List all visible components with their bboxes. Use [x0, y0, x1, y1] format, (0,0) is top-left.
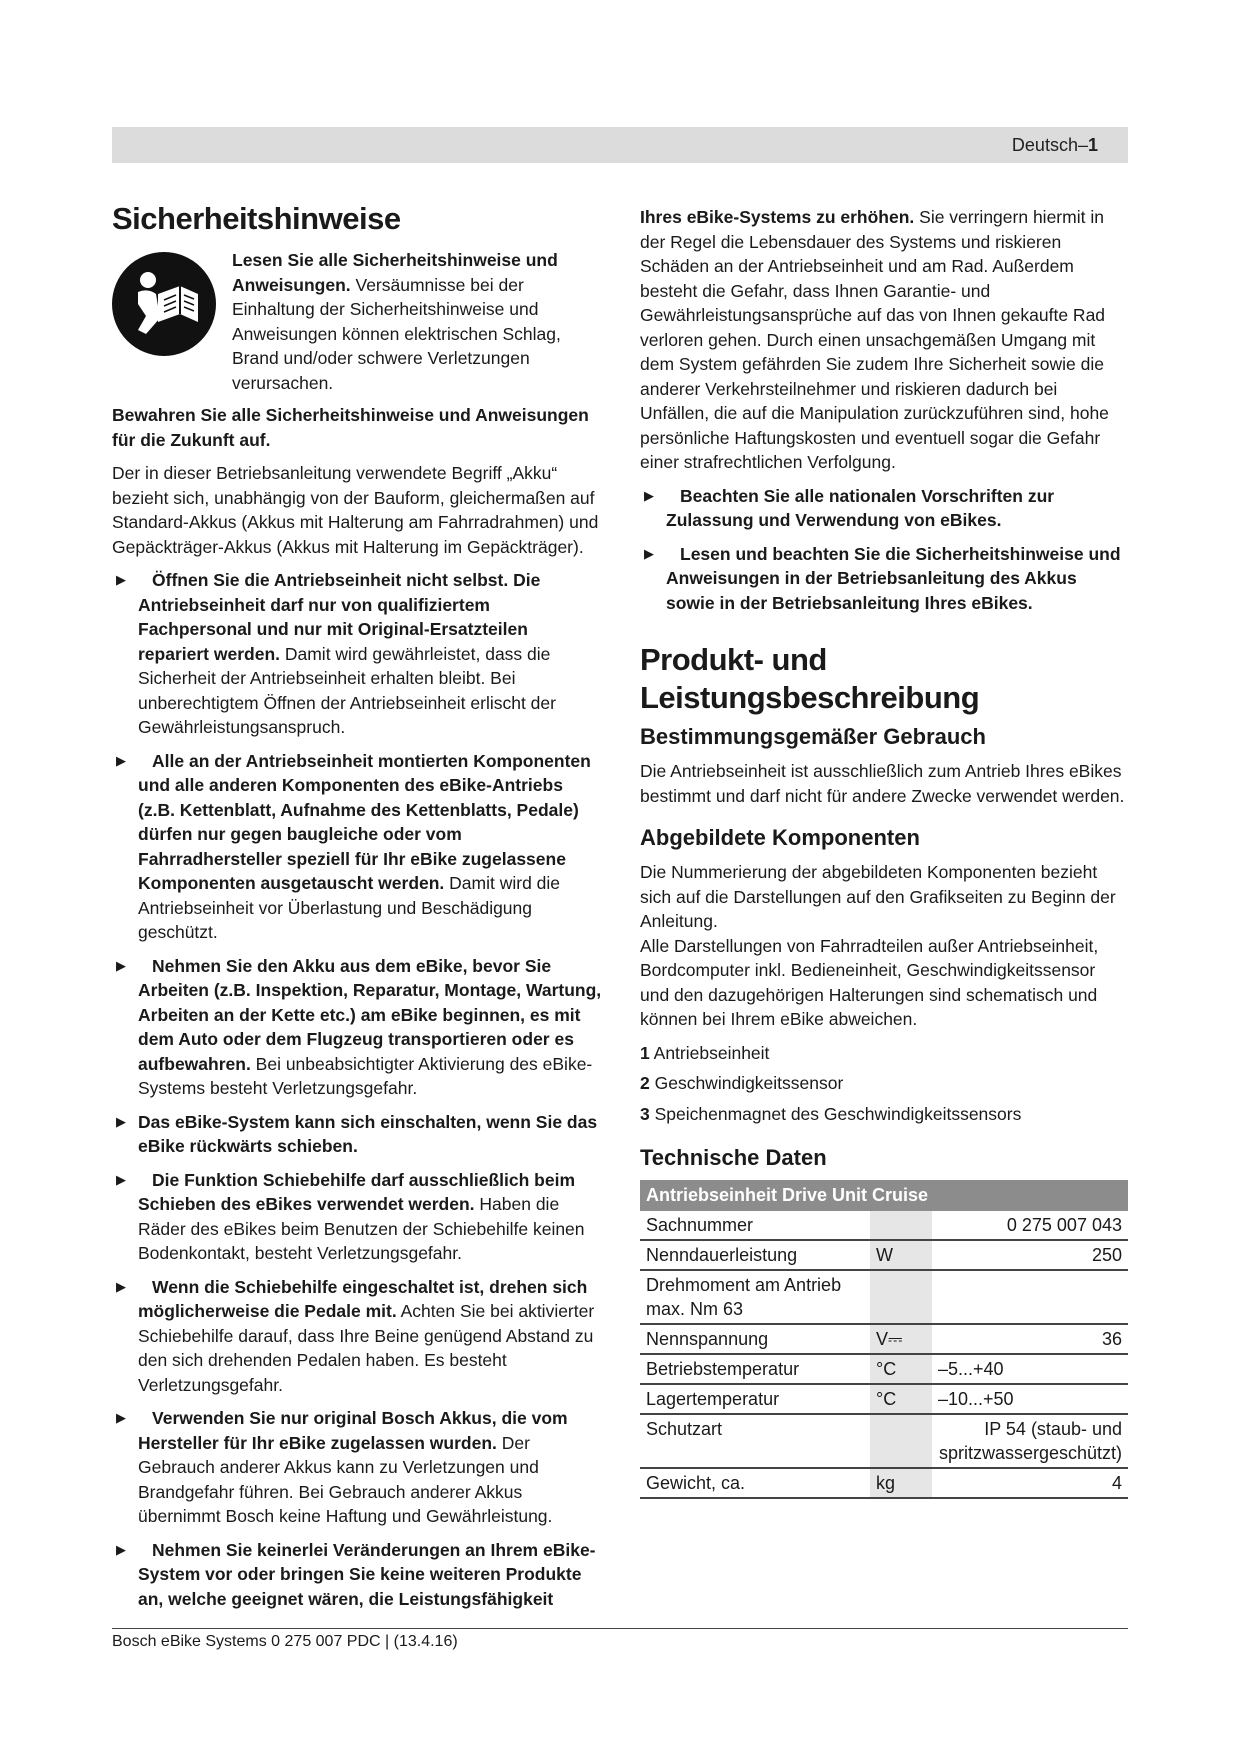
intro-block	[112, 248, 602, 395]
usage-title: Bestimmungsgemäßer Gebrauch	[640, 724, 986, 749]
safety-bullet: ▶ Beachten Sie alle nationalen Vorschriften zur Zulassung und Verwendung von eBikes.	[644, 485, 1055, 530]
intro-text: Versäumnisse bei der Einhaltung der Sicherheitshinweise und Anweisungen können elektrischen Schlag, Brand und/oder schwere Verletzungen verursachen.	[232, 274, 561, 393]
safety-bullet: ▶ Verwenden Sie nur original Bosch Akkus, die vom Hersteller für Ihr eBike zugelassen wurden. Der Gebrauch anderer Akkus kann zu Verletzungen und Brandgefahr führen. Bei Gebrauch anderer Akkus übernimmt Bosch keine Haftung und Gewährleistung.	[116, 1408, 568, 1526]
safety-bullet: ▶ Das eBike-System kann sich einschalten, wenn Sie das eBike rückwärts schieben.	[116, 1111, 598, 1156]
table-row: Drehmoment am Antrieb max. Nm 63	[640, 1270, 1128, 1324]
triangle-right-icon: ▶	[116, 1171, 126, 1187]
triangle-right-icon: ▶	[116, 572, 126, 587]
table-row: Gewicht, ca. kg 4	[640, 1468, 1128, 1498]
page-header	[112, 127, 1128, 163]
left-column	[112, 200, 602, 1620]
safety-bullet: ▶ Öffnen Sie die Antriebseinheit nicht selbst. Die Antriebseinheit darf nur von qualifiziertem Fachpersonal und nur mit Original-Ersatzteilen repariert werden. Damit wird gewährleistet, dass die Sicherheit der Antriebseinheit erhalten bleibt. Bei unberechtigtem Öffnen der Antriebseinheit erlischt der Gewährleistungsanspruch.	[116, 570, 556, 737]
table-row: Betriebstemperatur °C –5...+40	[640, 1354, 1128, 1384]
header-language: Deutsch	[1011, 134, 1078, 155]
triangle-right-icon: ▶	[116, 1410, 126, 1425]
safety-bullet: ▶ Die Funktion Schiebehilfe darf ausschließlich beim Schieben des eBikes verwendet werden. Haben die Räder des eBikes beim Benutzen der Schiebehilfe keinen Bodenkontakt, besteht Verletzungsgefahr.	[116, 1169, 585, 1263]
product-title: Produkt- und Leistungsbeschreibung	[640, 642, 980, 715]
components-text-1: Die Nummerierung der abgebildeten Komponenten bezieht sich auf die Darstellungen auf den Grafikseiten zu Beginn der Anleitung.	[640, 862, 1116, 931]
table-row: Nenndauerleistung W 250	[640, 1240, 1128, 1270]
header-separator: –	[1077, 134, 1088, 155]
triangle-right-icon: ▶	[116, 1113, 126, 1129]
table-row: Schutzart IP 54 (staub- und spritzwassergeschützt)	[640, 1414, 1128, 1468]
page-number: 1	[1087, 134, 1098, 155]
read-manual-icon	[112, 252, 216, 356]
components-title: Abgebildete Komponenten	[640, 825, 920, 850]
component-item: 1 Antriebseinheit	[640, 1042, 770, 1063]
triangle-right-icon: ▶	[644, 487, 654, 503]
table-row: Nennspannung V⎓ 36	[640, 1324, 1128, 1354]
intro-bold: Lesen Sie alle Sicherheitshinweise und Anweisungen.	[232, 250, 558, 295]
component-item: 3 Speichenmagnet des Geschwindigkeitssensors	[640, 1103, 1022, 1124]
safety-bullet: ▶ Lesen und beachten Sie die Sicherheitshinweise und Anweisungen in der Betriebsanleitung des Akkus sowie in der Betriebsanleitung Ihres eBikes.	[644, 543, 1121, 613]
usage-text: Die Antriebseinheit ist ausschließlich zum Antrieb Ihres eBikes bestimmt und darf nicht für andere Zwecke verwendet werden.	[640, 761, 1125, 806]
triangle-right-icon: ▶	[644, 545, 654, 561]
safety-bullet: ▶ Alle an der Antriebseinheit montierten Komponenten und alle anderen Komponenten des eBike-Antriebs (z.B. Kettenblatt, Aufnahme des Kettenblatts, Pedale) dürfen nur gegen baugleiche oder vom Fahrradhersteller speziell für Ihr eBike zugelassene Komponenten ausgetauscht werden. Damit wird die Antriebseinheit vor Überlastung und Beschädigung geschützt.	[116, 750, 591, 942]
page-footer: Bosch eBike Systems 0 275 007 PDC | (13.4.16)	[112, 1633, 458, 1650]
keep-instructions: Bewahren Sie alle Sicherheitshinweise und Anweisungen für die Zukunft auf.	[112, 405, 589, 450]
continued-paragraph: Ihres eBike-Systems zu erhöhen. Sie verringern hiermit in der Regel die Lebensdauer des Systems und riskieren Schäden an der Antriebseinheit und am Rad. Außerdem besteht die Gefahr, dass Ihnen Garantie- und Gewährleistungsansprüche auf das von Ihnen gekaufte Rad verloren gehen. Durch einen unsachgemäßen Umgang mit dem System gefährden Sie zudem Ihre Sicherheit sowie die anderer Verkehrsteilnehmer und riskieren dadurch bei Unfällen, die auf die Manipulation zurückzuführen sind, hohe persönliche Haftungskosten und eventuell sogar die Gefahr einer strafrechtlichen Verfolgung.	[640, 207, 1109, 472]
triangle-right-icon: ▶	[116, 957, 126, 973]
table-row: Sachnummer 0 275 007 043	[640, 1211, 1128, 1240]
tech-table	[640, 1180, 1128, 1499]
component-item: 2 Geschwindigkeitssensor	[640, 1073, 844, 1093]
triangle-right-icon: ▶	[116, 1278, 126, 1294]
table-row: Lagertemperatur °C –10...+50	[640, 1384, 1128, 1414]
footer-divider	[112, 1628, 1128, 1629]
safety-bullet: ▶ Nehmen Sie den Akku aus dem eBike, bevor Sie Arbeiten (z.B. Inspektion, Reparatur, Montage, Wartung, Arbeiten an der Kette etc.) am eBike beginnen, es mit dem Auto oder dem Flugzeug transportieren oder es aufbewahren. Bei unbeabsichtigter Aktivierung des eBike-Systems besteht Verletzungsgefahr.	[116, 955, 602, 1098]
right-column	[640, 205, 1128, 1499]
safety-bullet: ▶ Wenn die Schiebehilfe eingeschaltet ist, drehen sich möglicherweise die Pedale mit. Achten Sie bei aktivierter Schiebehilfe darauf, dass Ihre Beine genügend Abstand zu den sich drehenden Pedalen haben. Es besteht Verletzungsgefahr.	[116, 1276, 595, 1395]
akku-definition: Der in dieser Betriebsanleitung verwendete Begriff „Akku“ bezieht sich, unabhängig von der Bauform, gleichermaßen auf Standard-Akkus (Akkus mit Halterung am Fahrradrahmen) und Gepäckträger-Akkus (Akkus mit Halterung im Gepäckträger).	[112, 463, 599, 557]
tech-title: Technische Daten	[640, 1145, 827, 1170]
safety-bullet: ▶ Nehmen Sie keinerlei Veränderungen an Ihrem eBike-System vor oder bringen Sie keine weiteren Produkte an, welche geeignet wären, die Leistungsfähigkeit	[116, 1539, 596, 1609]
triangle-right-icon: ▶	[116, 752, 126, 768]
safety-title: Sicherheitshinweise	[112, 201, 401, 236]
tech-table-header: Antriebseinheit Drive Unit Cruise	[640, 1180, 1128, 1211]
components-text-2: Alle Darstellungen von Fahrradteilen außer Antriebseinheit, Bordcomputer inkl. Bedieneinheit, Geschwindigkeitssensor und den dazugehörigen Halterungen sind schematisch und können bei Ihrem eBike abweichen.	[640, 935, 1099, 1029]
triangle-right-icon: ▶	[116, 1541, 126, 1557]
